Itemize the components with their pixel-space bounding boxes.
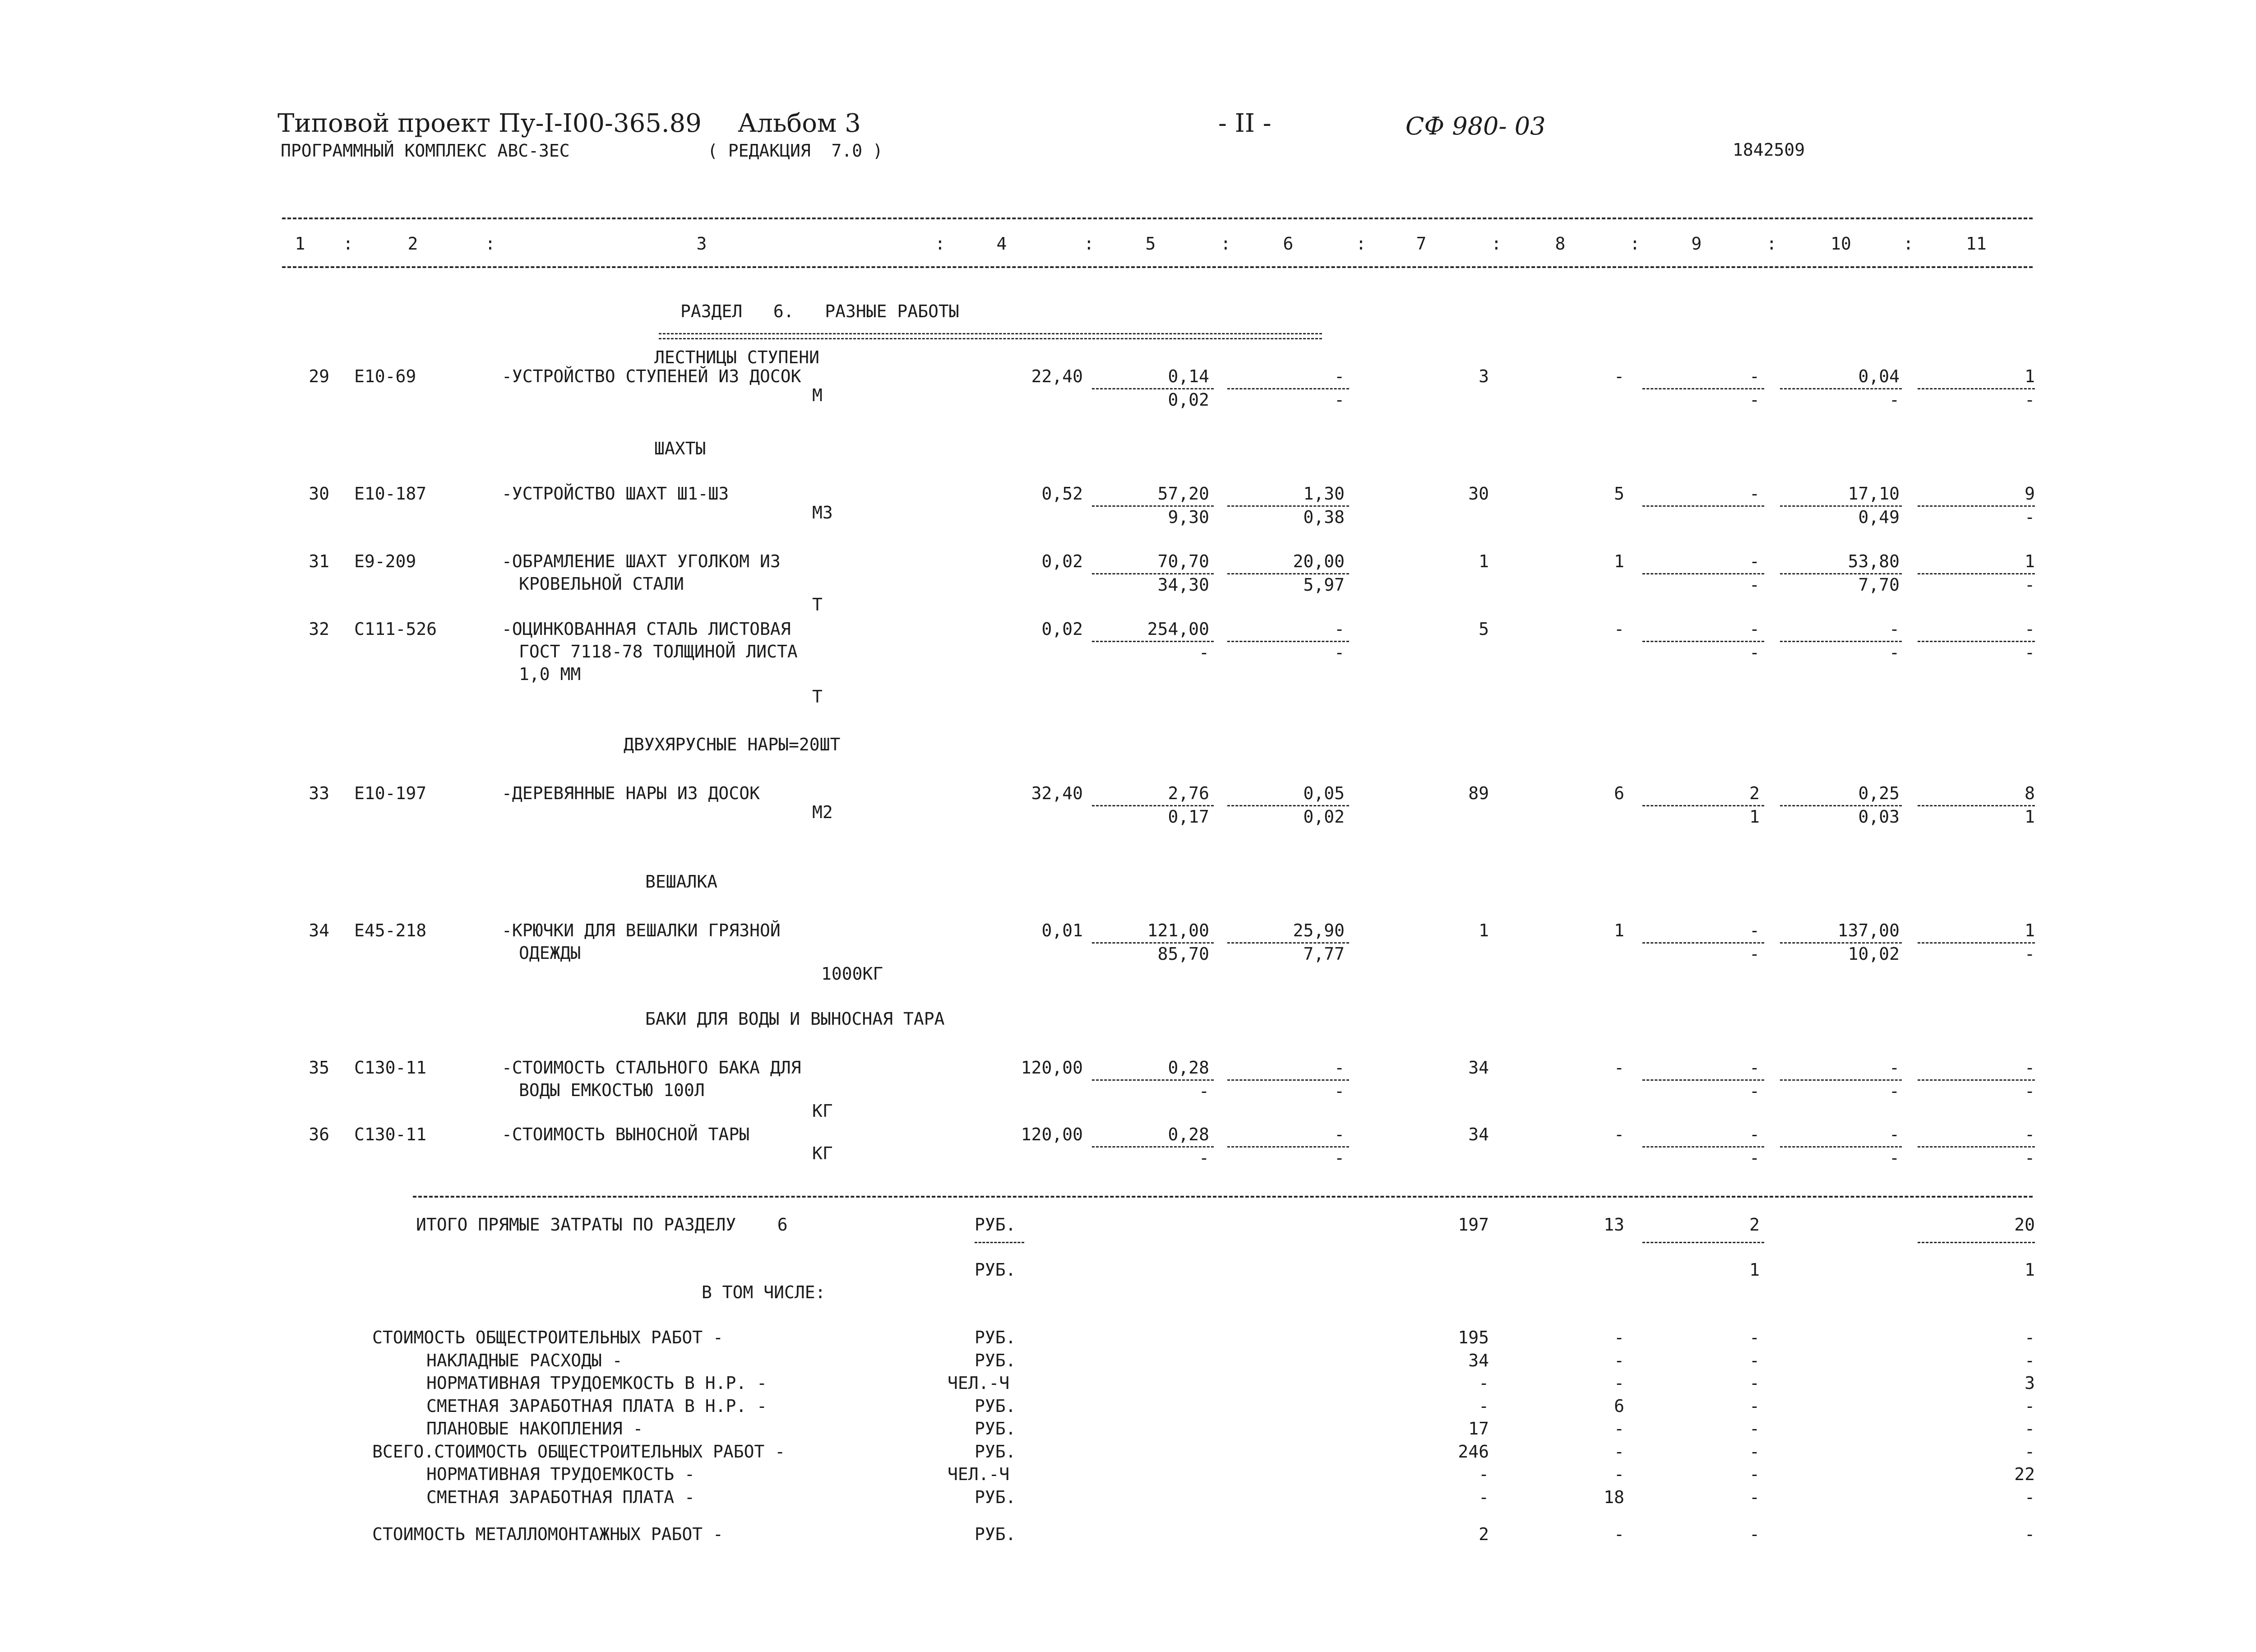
unit-machine-wage: - xyxy=(1334,1081,1345,1101)
unit-cost-total: 0,28 xyxy=(1168,1058,1209,1078)
cell-split-rule xyxy=(1780,805,1902,806)
summary-col9: - xyxy=(1749,1442,1760,1462)
group-title: ШАХТЫ xyxy=(654,439,706,458)
summary-col8: - xyxy=(1614,1328,1624,1347)
rate-code: Е45-218 xyxy=(354,921,427,940)
machines-cost: - xyxy=(1614,1058,1624,1078)
total-col9-rule xyxy=(1642,1242,1764,1243)
row-number: 29 xyxy=(309,366,329,386)
rate-code: Е10-197 xyxy=(354,783,427,803)
col10-value-b: - xyxy=(1889,390,1900,410)
column-number: 4 xyxy=(996,234,1007,254)
unit-machine-wage: - xyxy=(1334,643,1345,662)
col10-value: 0,04 xyxy=(1858,366,1900,386)
col9-value: - xyxy=(1749,1058,1760,1078)
work-description: -ОБРАМЛЕНИЕ ШАХТ УГОЛКОМ ИЗ xyxy=(502,551,781,571)
summary-label: СМЕТНАЯ ЗАРАБОТНАЯ ПЛАТА - xyxy=(426,1487,695,1507)
unit-cost-total: 2,76 xyxy=(1168,783,1209,803)
quantity: 0,52 xyxy=(1041,484,1083,504)
work-description: -СТОИМОСТЬ ВЫНОСНОЙ ТАРЫ xyxy=(502,1124,750,1144)
unit-wage: - xyxy=(1199,1081,1209,1101)
cell-split-rule xyxy=(1642,942,1764,944)
rate-code: С130-11 xyxy=(354,1058,427,1078)
column-separator: : xyxy=(1491,234,1502,254)
work-description: -УСТРОЙСТВО ШАХТ Ш1-Ш3 xyxy=(502,484,729,504)
unit-cost-machines: - xyxy=(1334,1124,1345,1144)
summary-col8: - xyxy=(1614,1442,1624,1462)
col9-value-b: - xyxy=(1749,944,1760,964)
row-number: 35 xyxy=(309,1058,329,1078)
cell-split-rule xyxy=(1092,641,1214,642)
column-separator: : xyxy=(343,234,353,254)
work-description: -ДЕРЕВЯННЫЕ НАРЫ ИЗ ДОСОК xyxy=(502,783,760,803)
cell-split-rule xyxy=(1918,942,2035,944)
cell-split-rule xyxy=(1918,805,2035,806)
unit-cost-total: 57,20 xyxy=(1157,484,1209,504)
col9-value-b: - xyxy=(1749,1081,1760,1101)
total-col8: 13 xyxy=(1604,1215,1624,1235)
column-number: 5 xyxy=(1145,234,1156,254)
machines-cost: 5 xyxy=(1614,484,1624,504)
summary-unit: РУБ. xyxy=(975,1487,1016,1507)
col9-value-b: 1 xyxy=(1749,807,1760,827)
machines-cost: 1 xyxy=(1614,551,1624,571)
cell-split-rule xyxy=(1918,573,2035,574)
cell-split-rule xyxy=(1227,1079,1349,1081)
col11-value: 1 xyxy=(2025,921,2035,940)
summary-unit: РУБ. xyxy=(975,1328,1016,1347)
handwritten-code: СФ 980- 03 xyxy=(1405,112,1546,140)
row-number: 30 xyxy=(309,484,329,504)
col11-value: - xyxy=(2025,1058,2035,1078)
column-number: 1 xyxy=(295,234,305,254)
total-unit-b: РУБ. xyxy=(975,1260,1016,1280)
summary-col8: - xyxy=(1614,1373,1624,1393)
col10-value: - xyxy=(1889,1124,1900,1144)
quantity: 0,02 xyxy=(1041,551,1083,571)
cell-split-rule xyxy=(1227,388,1349,389)
total-cost: 5 xyxy=(1479,619,1489,639)
section-title: РАЗДЕЛ 6. РАЗНЫЕ РАБОТЫ xyxy=(680,301,959,321)
col9-value-b: - xyxy=(1749,643,1760,662)
summary-col7: - xyxy=(1479,1464,1489,1484)
row-number: 36 xyxy=(309,1124,329,1144)
unit-of-measure: Т xyxy=(812,687,823,707)
cell-split-rule xyxy=(1918,505,2035,507)
unit-cost-machines: 25,90 xyxy=(1293,921,1345,940)
column-separator: : xyxy=(1220,234,1231,254)
unit-cost-total: 70,70 xyxy=(1157,551,1209,571)
rate-code: Е10-69 xyxy=(354,366,416,386)
col10-value: - xyxy=(1889,619,1900,639)
summary-col9: - xyxy=(1749,1487,1760,1507)
col11-value: 8 xyxy=(2025,783,2035,803)
machines-cost: 6 xyxy=(1614,783,1624,803)
summary-col8: 6 xyxy=(1614,1396,1624,1416)
cell-split-rule xyxy=(1227,573,1349,574)
col10-value-b: - xyxy=(1889,1148,1900,1168)
summary-unit: ЧЕЛ.-Ч xyxy=(948,1373,1010,1393)
cell-split-rule xyxy=(1780,641,1902,642)
cell-split-rule xyxy=(1092,388,1214,389)
col10-value-b: 10,02 xyxy=(1848,944,1900,964)
album-label: Альбом 3 xyxy=(738,109,861,138)
cell-split-rule xyxy=(1780,388,1902,389)
including-label: В ТОМ ЧИСЛЕ: xyxy=(702,1282,826,1302)
cell-split-rule xyxy=(1780,942,1902,944)
machines-cost: 1 xyxy=(1614,921,1624,940)
work-description-cont: ВОДЫ ЕМКОСТЬЮ 100Л xyxy=(519,1080,705,1100)
cell-split-rule xyxy=(1227,641,1349,642)
group-title: ЛЕСТНИЦЫ СТУПЕНИ xyxy=(654,347,820,367)
summary-unit: РУБ. xyxy=(975,1442,1016,1462)
total-unit: РУБ. xyxy=(975,1215,1016,1235)
row-number: 33 xyxy=(309,783,329,803)
software-name: ПРОГРАММНЫЙ КОМПЛЕКС АВС-3ЕС xyxy=(281,141,570,161)
unit-cost-total: 121,00 xyxy=(1147,921,1209,940)
unit-machine-wage: 7,77 xyxy=(1303,944,1345,964)
col11-value-b: - xyxy=(2025,507,2035,527)
cell-split-rule xyxy=(1642,805,1764,806)
column-number: 9 xyxy=(1691,234,1702,254)
project-title: Типовой проект Пу-I-I00-365.89 xyxy=(277,109,702,138)
quantity: 0,01 xyxy=(1041,921,1083,940)
summary-col9: - xyxy=(1749,1464,1760,1484)
unit-of-measure: КГ xyxy=(812,1143,833,1163)
total-cost: 89 xyxy=(1468,783,1489,803)
group-title: ДВУХЯРУСНЫЕ НАРЫ=20ШТ xyxy=(624,735,841,754)
summary-label: НОРМАТИВНАЯ ТРУДОЕМКОСТЬ - xyxy=(426,1464,695,1484)
cell-split-rule xyxy=(1227,505,1349,507)
col11-value-b: - xyxy=(2025,390,2035,410)
cell-split-rule xyxy=(1092,573,1214,574)
column-number: 10 xyxy=(1831,234,1851,254)
work-description: -КРЮЧКИ ДЛЯ ВЕШАЛКИ ГРЯЗНОЙ xyxy=(502,921,781,940)
cell-split-rule xyxy=(1092,505,1214,507)
work-description-cont: ГОСТ 7118-78 ТОЛЩИНОЙ ЛИСТА xyxy=(519,642,798,662)
table-header-rule xyxy=(282,266,2033,268)
cell-split-rule xyxy=(1918,641,2035,642)
total-unit-rule xyxy=(975,1242,1024,1243)
col10-value: 137,00 xyxy=(1837,921,1900,940)
edition-label: ( РЕДАКЦИЯ 7.0 ) xyxy=(707,141,883,161)
cell-split-rule xyxy=(1642,388,1764,389)
column-number: 3 xyxy=(696,234,707,254)
summary-unit: ЧЕЛ.-Ч xyxy=(948,1464,1010,1484)
unit-cost-machines: 0,05 xyxy=(1303,783,1345,803)
unit-of-measure: Т xyxy=(812,595,823,615)
rate-code: Е10-187 xyxy=(354,484,427,504)
col9-value-b: - xyxy=(1749,575,1760,595)
col10-value-b: 0,03 xyxy=(1858,807,1900,827)
summary-label: СТОИМОСТЬ ОБЩЕСТРОИТЕЛЬНЫХ РАБОТ - xyxy=(372,1328,723,1347)
col9-value-b: - xyxy=(1749,1148,1760,1168)
col11-value: 9 xyxy=(2025,484,2035,504)
summary-label: СМЕТНАЯ ЗАРАБОТНАЯ ПЛАТА В Н.Р. - xyxy=(426,1396,767,1416)
unit-of-measure: М xyxy=(812,385,823,405)
unit-wage: - xyxy=(1199,1148,1209,1168)
cell-split-rule xyxy=(1780,1146,1902,1148)
document-number: 1842509 xyxy=(1733,140,1805,160)
summary-unit: РУБ. xyxy=(975,1419,1016,1439)
col10-value: 53,80 xyxy=(1848,551,1900,571)
col11-value-b: - xyxy=(2025,1081,2035,1101)
summary-col11: - xyxy=(2025,1351,2035,1370)
cell-split-rule xyxy=(1227,805,1349,806)
summary-col7: 2 xyxy=(1479,1524,1489,1544)
summary-col7: - xyxy=(1479,1373,1489,1393)
work-description-cont: 1,0 ММ xyxy=(519,664,581,684)
column-separator: : xyxy=(935,234,945,254)
cell-split-rule xyxy=(1092,1079,1214,1081)
total-col9-b: 1 xyxy=(1749,1260,1760,1280)
col10-value-b: 0,49 xyxy=(1858,507,1900,527)
cell-split-rule xyxy=(1642,1079,1764,1081)
summary-col9: - xyxy=(1749,1328,1760,1347)
unit-wage: 9,30 xyxy=(1168,507,1209,527)
cell-split-rule xyxy=(1918,1146,2035,1148)
quantity: 0,02 xyxy=(1041,619,1083,639)
unit-cost-total: 254,00 xyxy=(1147,619,1209,639)
col9-value: - xyxy=(1749,921,1760,940)
col10-value-b: 7,70 xyxy=(1858,575,1900,595)
unit-cost-total: 0,28 xyxy=(1168,1124,1209,1144)
cell-split-rule xyxy=(1780,1079,1902,1081)
col10-value: 17,10 xyxy=(1848,484,1900,504)
summary-unit: РУБ. xyxy=(975,1351,1016,1370)
summary-col11: - xyxy=(2025,1442,2035,1462)
column-separator: : xyxy=(1084,234,1094,254)
summary-col7: - xyxy=(1479,1396,1489,1416)
cell-split-rule xyxy=(1092,1146,1214,1148)
column-number: 2 xyxy=(407,234,418,254)
total-cost: 34 xyxy=(1468,1058,1489,1078)
cell-split-rule xyxy=(1642,573,1764,574)
quantity: 120,00 xyxy=(1021,1124,1083,1144)
summary-col11: - xyxy=(2025,1524,2035,1544)
table-top-rule xyxy=(282,217,2033,219)
column-separator: : xyxy=(1766,234,1777,254)
unit-cost-machines: - xyxy=(1334,619,1345,639)
unit-machine-wage: 5,97 xyxy=(1303,575,1345,595)
total-label: ИТОГО ПРЯМЫЕ ЗАТРАТЫ ПО РАЗДЕЛУ 6 xyxy=(416,1215,788,1235)
column-number: 11 xyxy=(1966,234,1987,254)
summary-col9: - xyxy=(1749,1351,1760,1370)
summary-col11: - xyxy=(2025,1396,2035,1416)
work-description-cont: ОДЕЖДЫ xyxy=(519,943,581,963)
summary-col9: - xyxy=(1749,1396,1760,1416)
unit-machine-wage: - xyxy=(1334,390,1345,410)
col9-value: 2 xyxy=(1749,783,1760,803)
total-col7: 197 xyxy=(1458,1215,1489,1235)
unit-cost-machines: - xyxy=(1334,1058,1345,1078)
unit-machine-wage: 0,02 xyxy=(1303,807,1345,827)
summary-col7: 17 xyxy=(1468,1419,1489,1439)
group-title: ВЕШАЛКА xyxy=(645,872,718,892)
summary-col8: - xyxy=(1614,1464,1624,1484)
col11-value: 1 xyxy=(2025,551,2035,571)
cell-split-rule xyxy=(1918,1079,2035,1081)
row-number: 34 xyxy=(309,921,329,940)
col11-value-b: - xyxy=(2025,575,2035,595)
machines-cost: - xyxy=(1614,1124,1624,1144)
unit-wage: 0,17 xyxy=(1168,807,1209,827)
summary-col8: - xyxy=(1614,1351,1624,1370)
unit-of-measure: КГ xyxy=(812,1101,833,1121)
totals-rule xyxy=(413,1196,2033,1198)
total-cost: 3 xyxy=(1479,366,1489,386)
total-cost: 30 xyxy=(1468,484,1489,504)
unit-of-measure: 1000КГ xyxy=(821,964,883,984)
cell-split-rule xyxy=(1780,573,1902,574)
column-separator: : xyxy=(1356,234,1366,254)
work-description: -СТОИМОСТЬ СТАЛЬНОГО БАКА ДЛЯ xyxy=(502,1058,801,1078)
summary-col11: - xyxy=(2025,1487,2035,1507)
machines-cost: - xyxy=(1614,366,1624,386)
cell-split-rule xyxy=(1780,505,1902,507)
rate-code: С130-11 xyxy=(354,1124,427,1144)
col11-value-b: - xyxy=(2025,643,2035,662)
cell-split-rule xyxy=(1092,942,1214,944)
col11-value: 1 xyxy=(2025,366,2035,386)
total-cost: 1 xyxy=(1479,921,1489,940)
col9-value: - xyxy=(1749,484,1760,504)
unit-wage: 0,02 xyxy=(1168,390,1209,410)
cell-split-rule xyxy=(1227,942,1349,944)
summary-col7: 195 xyxy=(1458,1328,1489,1347)
col9-value: - xyxy=(1749,619,1760,639)
col10-value: - xyxy=(1889,1058,1900,1078)
col9-value: - xyxy=(1749,366,1760,386)
unit-of-measure: М3 xyxy=(812,503,833,523)
unit-machine-wage: 0,38 xyxy=(1303,507,1345,527)
quantity: 22,40 xyxy=(1031,366,1083,386)
summary-col7: 34 xyxy=(1468,1351,1489,1370)
column-number: 8 xyxy=(1555,234,1566,254)
rate-code: Е9-209 xyxy=(354,551,416,571)
cell-split-rule xyxy=(1642,505,1764,507)
col11-value-b: - xyxy=(2025,944,2035,964)
col11-value-b: 1 xyxy=(2025,807,2035,827)
cell-split-rule xyxy=(1918,388,2035,389)
total-cost: 1 xyxy=(1479,551,1489,571)
work-description: -ОЦИНКОВАННАЯ СТАЛЬ ЛИСТОВАЯ xyxy=(502,619,791,639)
summary-col11: 3 xyxy=(2025,1373,2035,1393)
row-number: 31 xyxy=(309,551,329,571)
summary-label: ПЛАНОВЫЕ НАКОПЛЕНИЯ - xyxy=(426,1419,643,1439)
summary-col9: - xyxy=(1749,1373,1760,1393)
column-number: 6 xyxy=(1283,234,1294,254)
section-underline xyxy=(659,333,1322,334)
total-col11-rule xyxy=(1918,1242,2035,1243)
cell-split-rule xyxy=(1092,805,1214,806)
col10-value-b: - xyxy=(1889,643,1900,662)
summary-col9: - xyxy=(1749,1524,1760,1544)
unit-wage: 85,70 xyxy=(1157,944,1209,964)
summary-col11: 22 xyxy=(2014,1464,2035,1484)
unit-wage: - xyxy=(1199,643,1209,662)
col9-value-b: - xyxy=(1749,390,1760,410)
page-number: - II - xyxy=(1218,109,1271,138)
summary-col8: - xyxy=(1614,1419,1624,1439)
col11-value: - xyxy=(2025,619,2035,639)
unit-cost-machines: - xyxy=(1334,366,1345,386)
col11-value-b: - xyxy=(2025,1148,2035,1168)
col9-value: - xyxy=(1749,551,1760,571)
col10-value: 0,25 xyxy=(1858,783,1900,803)
column-number: 7 xyxy=(1416,234,1427,254)
unit-cost-machines: 1,30 xyxy=(1303,484,1345,504)
quantity: 120,00 xyxy=(1021,1058,1083,1078)
summary-label: НОРМАТИВНАЯ ТРУДОЕМКОСТЬ В Н.Р. - xyxy=(426,1373,767,1393)
summary-unit: РУБ. xyxy=(975,1396,1016,1416)
summary-label: ВСЕГО.СТОИМОСТЬ ОБЩЕСТРОИТЕЛЬНЫХ РАБОТ - xyxy=(372,1442,786,1462)
total-cost: 34 xyxy=(1468,1124,1489,1144)
unit-machine-wage: - xyxy=(1334,1148,1345,1168)
column-separator: : xyxy=(1630,234,1640,254)
total-col11-b: 1 xyxy=(2025,1260,2035,1280)
summary-col7: 246 xyxy=(1458,1442,1489,1462)
summary-col9: - xyxy=(1749,1419,1760,1439)
summary-col11: - xyxy=(2025,1419,2035,1439)
quantity: 32,40 xyxy=(1031,783,1083,803)
unit-cost-total: 0,14 xyxy=(1168,366,1209,386)
summary-unit: РУБ. xyxy=(975,1524,1016,1544)
work-description-cont: КРОВЕЛЬНОЙ СТАЛИ xyxy=(519,574,684,594)
group-title: БАКИ ДЛЯ ВОДЫ И ВЫНОСНАЯ ТАРА xyxy=(645,1009,945,1029)
cell-split-rule xyxy=(1642,1146,1764,1148)
summary-col8: - xyxy=(1614,1524,1624,1544)
unit-cost-machines: 20,00 xyxy=(1293,551,1345,571)
col10-value-b: - xyxy=(1889,1081,1900,1101)
summary-col7: - xyxy=(1479,1487,1489,1507)
summary-col8: 18 xyxy=(1604,1487,1624,1507)
col9-value: - xyxy=(1749,1124,1760,1144)
total-col11: 20 xyxy=(2014,1215,2035,1235)
summary-col11: - xyxy=(2025,1328,2035,1347)
column-separator: : xyxy=(1903,234,1914,254)
unit-wage: 34,30 xyxy=(1157,575,1209,595)
rate-code: С111-526 xyxy=(354,619,437,639)
total-col9: 2 xyxy=(1749,1215,1760,1235)
work-description: -УСТРОЙСТВО СТУПЕНЕЙ ИЗ ДОСОК xyxy=(502,366,801,386)
col11-value: - xyxy=(2025,1124,2035,1144)
cell-split-rule xyxy=(1642,641,1764,642)
column-separator: : xyxy=(485,234,495,254)
row-number: 32 xyxy=(309,619,329,639)
summary-label: НАКЛАДНЫЕ РАСХОДЫ - xyxy=(426,1351,623,1370)
unit-of-measure: М2 xyxy=(812,802,833,822)
summary-label: СТОИМОСТЬ МЕТАЛЛОМОНТАЖНЫХ РАБОТ - xyxy=(372,1524,723,1544)
machines-cost: - xyxy=(1614,619,1624,639)
cell-split-rule xyxy=(1227,1146,1349,1148)
